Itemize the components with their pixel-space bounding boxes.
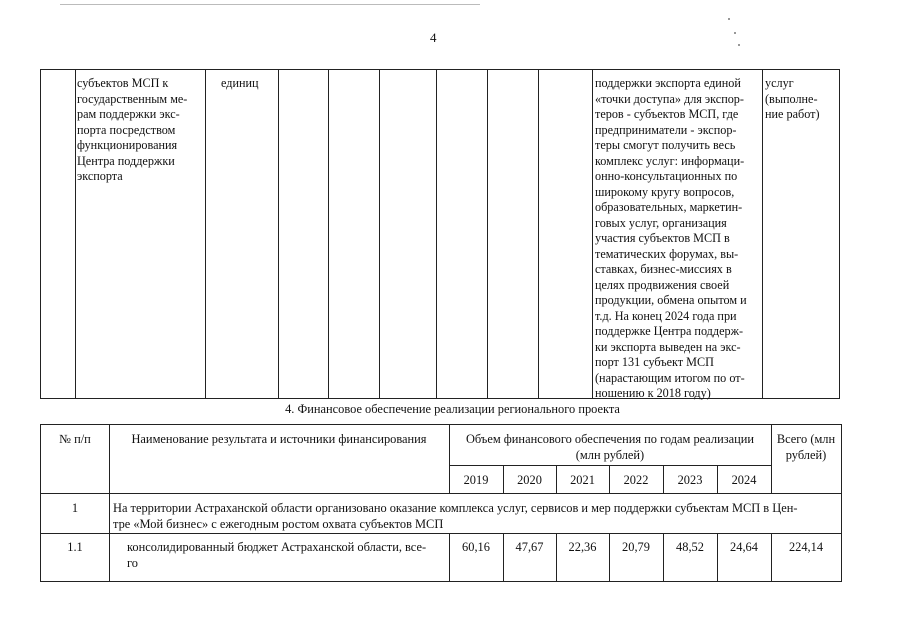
- row-num: 1: [71, 501, 79, 515]
- result-type: [765, 76, 837, 123]
- value-2020: 47,67: [515, 540, 544, 554]
- text-line: продукции, обмена опытом и: [595, 293, 747, 307]
- value-total: 224,14: [788, 540, 824, 554]
- column-divider: [762, 70, 763, 398]
- column-divider: [109, 425, 110, 581]
- text-line: тематических форумах, вы-: [595, 246, 739, 261]
- text-line: ки экспорта выведен на экс-: [595, 339, 741, 354]
- scan-speck: [728, 18, 730, 20]
- value-2023: 48,52: [676, 540, 704, 554]
- year-2023: 2023: [677, 473, 703, 487]
- header-total: [771, 431, 841, 463]
- text-line: поддержки экспорта единой: [595, 76, 741, 90]
- page-number: 4: [430, 30, 437, 45]
- header-num: № п/п: [59, 432, 91, 446]
- text-line: предприниматели - экспор-: [595, 122, 737, 137]
- text-line: государственным ме-: [77, 91, 188, 106]
- column-divider: [75, 70, 76, 398]
- scan-speck: [738, 44, 740, 46]
- indicator-name: [77, 76, 202, 185]
- text-line: (млн рублей): [575, 448, 645, 462]
- text-line: теров - субъектов МСП, где: [595, 107, 739, 121]
- text-line: ставках, бизнес-миссиях в: [595, 262, 732, 276]
- scan-top-edge-line: [60, 4, 480, 5]
- value-2022: 20,79: [622, 540, 650, 554]
- text-line: говых услуг, организация: [595, 215, 727, 230]
- text-line: (выполне-: [765, 91, 818, 106]
- value-2021: 22,36: [568, 540, 597, 554]
- column-divider: [592, 70, 593, 398]
- year-2020: 2020: [517, 473, 542, 487]
- text-line: поддержке Центра поддерж-: [595, 324, 744, 338]
- text-line: го: [127, 556, 138, 570]
- text-line: широкому кругу вопросов,: [595, 184, 735, 199]
- text-line: ние работ): [765, 107, 820, 121]
- text-line: консолидированный бюджет Астраханской области, все-: [127, 540, 427, 554]
- text-line: На территории Астраханской области организовано оказание комплекса услуг, сервисов и мер поддержки субъектам МСП в Цен-: [113, 501, 798, 515]
- text-line: онно-консультационных по: [595, 169, 738, 183]
- year-2021: 2021: [570, 473, 595, 487]
- text-line: рублей): [785, 448, 827, 462]
- text-line: рам поддержки экс-: [77, 107, 180, 121]
- text-line: Центра поддержки: [77, 153, 175, 168]
- text-line: Объем финансового обеспечения по годам реализации: [465, 432, 755, 446]
- row-divider: [41, 533, 841, 534]
- value-2019: 60,16: [462, 540, 490, 554]
- text-line: ношению к 2018 году): [595, 386, 711, 400]
- text-line: функционирования: [77, 138, 178, 152]
- year-2019: 2019: [463, 473, 489, 487]
- row-divider: [41, 493, 841, 494]
- funding-source: [127, 539, 447, 571]
- text-line: целях продвижения своей: [595, 277, 730, 292]
- column-divider: [205, 70, 206, 398]
- year-2022: 2022: [623, 473, 649, 487]
- column-divider: [278, 70, 279, 398]
- column-divider: [328, 70, 329, 398]
- text-line: порта посредством: [77, 122, 176, 137]
- value-2024: 24,64: [730, 540, 758, 554]
- unit-of-measure: единиц: [221, 76, 259, 90]
- continued-table: [40, 69, 840, 399]
- result-description: [595, 76, 761, 402]
- text-line: комплекс услуг: информаци-: [595, 153, 745, 168]
- year-2024: 2024: [731, 473, 757, 487]
- text-line: Всего (млн: [776, 432, 836, 446]
- finance-table: [40, 424, 842, 582]
- text-line: «точки доступа» для экспор-: [595, 91, 744, 106]
- text-line: т.д. На конец 2024 года при: [595, 308, 737, 323]
- text-line: образовательных, маркетин-: [595, 200, 743, 214]
- text-line: услуг: [765, 76, 794, 90]
- column-divider: [379, 70, 380, 398]
- text-line: теры смогут получить весь: [595, 138, 736, 152]
- header-name: Наименование результата и источники финансирования: [131, 432, 427, 446]
- text-line: порт 131 субъект МСП: [595, 355, 714, 369]
- column-divider: [538, 70, 539, 398]
- scan-speck: [734, 32, 736, 34]
- row-num: 1.1: [67, 540, 83, 554]
- section-title: 4. Финансовое обеспечение реализации регионального проекта: [285, 402, 620, 416]
- column-divider: [487, 70, 488, 398]
- result-text: [113, 500, 839, 532]
- text-line: участия субъектов МСП в: [595, 231, 730, 245]
- text-line: (нарастающим итогом по от-: [595, 370, 745, 385]
- text-line: экспорта: [77, 169, 123, 183]
- column-divider: [436, 70, 437, 398]
- header-volume: [449, 431, 771, 463]
- text-line: тре «Мой бизнес» с ежегодным ростом охвата субъектов МСП: [113, 517, 444, 531]
- text-line: субъектов МСП к: [77, 76, 169, 90]
- row-divider: [449, 465, 771, 466]
